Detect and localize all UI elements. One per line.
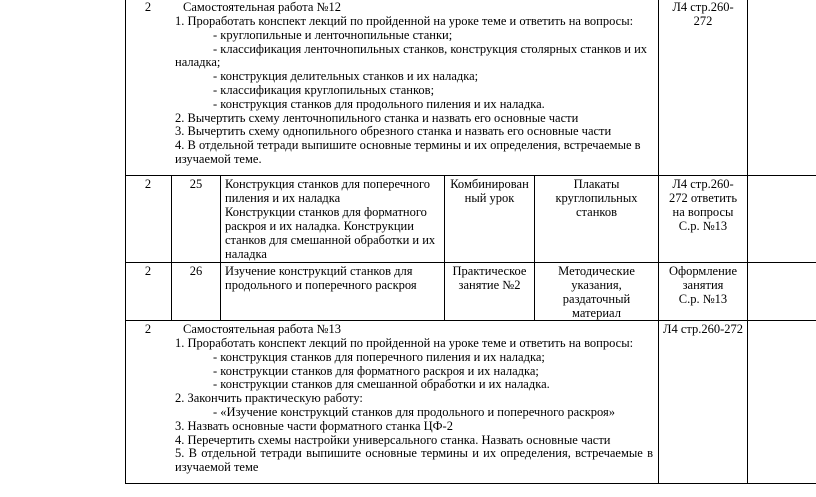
task-line: - конструкции станков для форматного раскроя и их наладка; <box>213 363 539 378</box>
materials-line: Методические <box>558 264 635 278</box>
literature-line: Л4 стр.260- <box>672 0 734 14</box>
task-line: - конструкция станков для поперечного пиления и их наладка; <box>213 349 545 364</box>
task-line: 3. Назвать основные части форматного станка ЦФ-2 <box>175 418 453 433</box>
lesson-type-line: ный урок <box>464 191 515 205</box>
literature-line: С.р. №13 <box>678 292 728 306</box>
task-line: 3. Вычертить схему однопильного обрезного станка и назвать его основные части <box>175 124 612 139</box>
materials-line: материал <box>572 306 621 320</box>
table-column-divider <box>658 0 659 484</box>
topic-line: станков для смешанной обработки и их <box>225 233 436 247</box>
task-line: - конструкции станков для смешанной обработки и их наладка. <box>213 377 550 392</box>
task-line: - конструкция станков для продольного пиления и их наладка. <box>213 96 545 111</box>
literature-line: С.р. №13 <box>678 219 728 233</box>
task-line: 2. Вычертить схему ленточнопильного станка и назвать его основные части <box>175 110 579 125</box>
table-column-divider <box>171 175 172 321</box>
week-cell: 2 <box>144 322 152 336</box>
lesson-number-cell: 25 <box>189 177 203 191</box>
topic-line: продольного и поперечного раскроя <box>225 278 417 292</box>
week-cell: 2 <box>144 177 152 191</box>
literature-line: 272 ответить <box>668 191 738 205</box>
literature-line: на вопросы <box>672 205 734 219</box>
materials-line: станков <box>576 205 617 219</box>
lesson-type-line: Комбинирован <box>450 177 529 191</box>
task-line: наладка; <box>175 55 221 70</box>
task-line: - «Изучение конструкций станков для продольного и поперечного раскроя» <box>213 404 616 419</box>
task-line: 4. В отдельной тетради выпишите основные термины и их определения, встречаемые в <box>175 138 641 153</box>
task-line: - конструкция делительных станков и их наладка; <box>213 69 479 84</box>
task-line: изучаемой теме. <box>175 151 262 166</box>
task-line: 5. В отдельной тетради выпишите основные термины и их определения, встречаемые в <box>175 446 653 461</box>
table-row-divider <box>125 262 816 263</box>
self-study-title: Самостоятельная работа №12 <box>183 0 341 14</box>
task-line: 2. Закончить практическую работу: <box>175 391 363 406</box>
lesson-type-line: Практическое <box>452 264 527 278</box>
task-line: - классификация круглопильных станков; <box>213 82 435 97</box>
task-line: 1. Проработать конспект лекций по пройденной на уроке теме и ответить на вопросы: <box>175 336 634 350</box>
literature-line: 272 <box>693 14 713 28</box>
materials-line: раздаточный <box>562 292 631 306</box>
literature-line: Л4 стр.260- <box>672 177 734 191</box>
topic-line: Конструкция станков для поперечного <box>225 177 431 191</box>
table-column-divider <box>220 175 221 321</box>
task-line: - круглопильные и ленточнопильные станки; <box>213 27 453 42</box>
task-line: изучаемой теме <box>175 460 259 475</box>
self-study-task-list <box>175 337 653 475</box>
self-study-title: Самостоятельная работа №13 <box>183 322 341 336</box>
materials-line: указания, <box>571 278 622 292</box>
week-cell: 2 <box>144 0 152 14</box>
week-cell: 2 <box>144 264 152 278</box>
topic-line: раскроя и их наладка. Конструкции <box>225 219 414 233</box>
literature-line: Оформление <box>668 264 738 278</box>
task-line: 1. Проработать конспект лекций по пройденной на уроке теме и ответить на вопросы: <box>175 14 634 28</box>
task-line: 4. Перечертить схемы настройки универсального станка. Назвать основные части <box>175 432 611 447</box>
topic-line: Изучение конструкций станков для <box>225 264 413 278</box>
lesson-number-cell: 26 <box>189 264 203 278</box>
table-border-bottom <box>125 483 816 484</box>
self-study-task-list <box>175 15 653 167</box>
topic-line: Конструкции станков для форматного <box>225 205 427 219</box>
materials-line: круглопильных <box>555 191 638 205</box>
table-column-divider <box>747 0 748 484</box>
literature-line: занятия <box>682 278 724 292</box>
table-border-left <box>125 0 126 484</box>
topic-line: наладка <box>225 247 267 261</box>
materials-line: Плакаты <box>573 177 620 191</box>
task-line: - классификация ленточнопильных станков, конструкция столярных станков и их <box>213 41 648 56</box>
table-row-divider <box>125 175 816 176</box>
literature-line: Л4 стр.260-272 <box>662 322 744 336</box>
lesson-type-line: занятие №2 <box>458 278 521 292</box>
table-row-divider <box>125 320 816 321</box>
topic-line: пиления и их наладка <box>225 191 341 205</box>
